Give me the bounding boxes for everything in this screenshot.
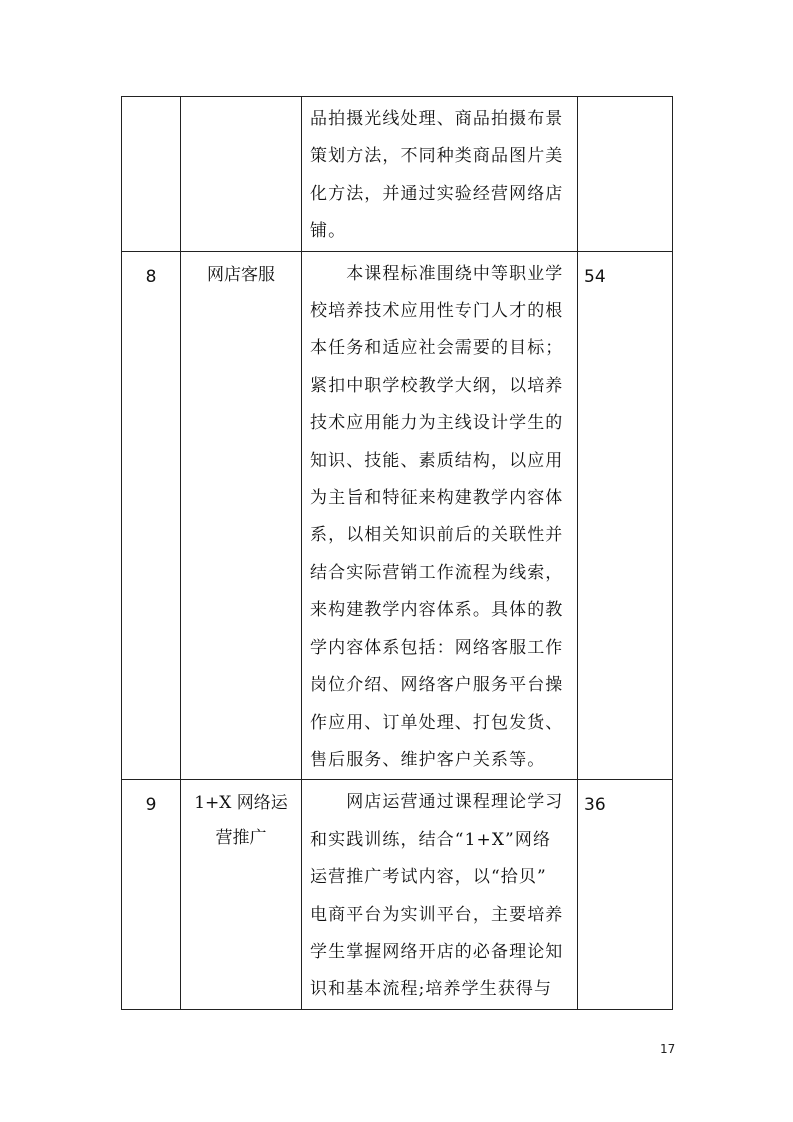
course-name-cell: 网店客服: [181, 251, 302, 780]
page-number: 17: [660, 1042, 676, 1056]
description-line: 为主旨和特征来构建教学内容体: [310, 488, 564, 509]
course-description-cell: [302, 251, 578, 780]
table-row: [122, 780, 673, 1009]
course-number-cell: [122, 97, 181, 252]
description-line: 化方法，并通过实验经营网络店: [310, 183, 564, 204]
course-description-cell: [302, 97, 578, 252]
description-line: 结合实际营销工作流程为线索，: [310, 562, 564, 583]
course-table: [121, 96, 673, 1010]
table-row: [122, 251, 673, 780]
description-line: 紧扣中职学校教学大纲，以培养: [310, 375, 564, 396]
description-line: 来构建教学内容体系。具体的教: [310, 600, 564, 621]
description-line: 系，以相关知识前后的关联性并: [310, 525, 564, 546]
description-line: 技术应用能力为主线设计学生的: [310, 413, 564, 434]
description-line: 知识、技能、素质结构，以应用: [310, 450, 564, 471]
description-line: 品拍摄光线处理、商品拍摄布景: [310, 109, 564, 129]
description-line: 作应用、订单处理、打包发货、: [310, 712, 564, 733]
description-line: 铺。: [310, 221, 347, 242]
description-line: 学生掌握网络开店的必备理论知: [310, 941, 564, 962]
course-description-cell: [302, 780, 578, 1009]
course-name-line: 营推广: [215, 828, 267, 849]
description-line: 岗位介绍、网络客户服务平台操: [310, 675, 564, 696]
course-hours-cell: 54: [578, 251, 673, 780]
description-line: 本课程标准围绕中等职业学: [310, 263, 564, 284]
description-line: 电商平台为实训平台，主要培养: [310, 904, 564, 925]
description-line: 运营推广考试内容，以“拾贝”: [310, 867, 547, 888]
course-hours-cell: 36: [578, 780, 673, 1009]
course-number-cell: 9: [122, 780, 181, 1009]
course-name-cell: [181, 97, 302, 252]
course-name-line: 1+X 网络运: [194, 793, 288, 814]
description-line: 和实践训练，结合“1+X”网络: [310, 829, 552, 850]
table-row: [122, 97, 673, 252]
course-hours-cell: [578, 97, 673, 252]
description-line: 学内容体系包括：网络客服工作: [310, 637, 564, 658]
description-line: 本任务和适应社会需要的目标；: [310, 338, 564, 359]
description-line: 校培养技术应用性专门人才的根: [310, 301, 564, 322]
description-line: 识和基本流程;培养学生获得与: [310, 979, 553, 1000]
course-number-cell: 8: [122, 251, 181, 780]
description-line: 策划方法，不同种类商品图片美: [310, 146, 564, 167]
description-line: 网店运营通过课程理论学习: [310, 792, 564, 813]
description-line: 售后服务、维护客户关系等。: [310, 749, 546, 770]
course-name-cell: [181, 780, 302, 1009]
